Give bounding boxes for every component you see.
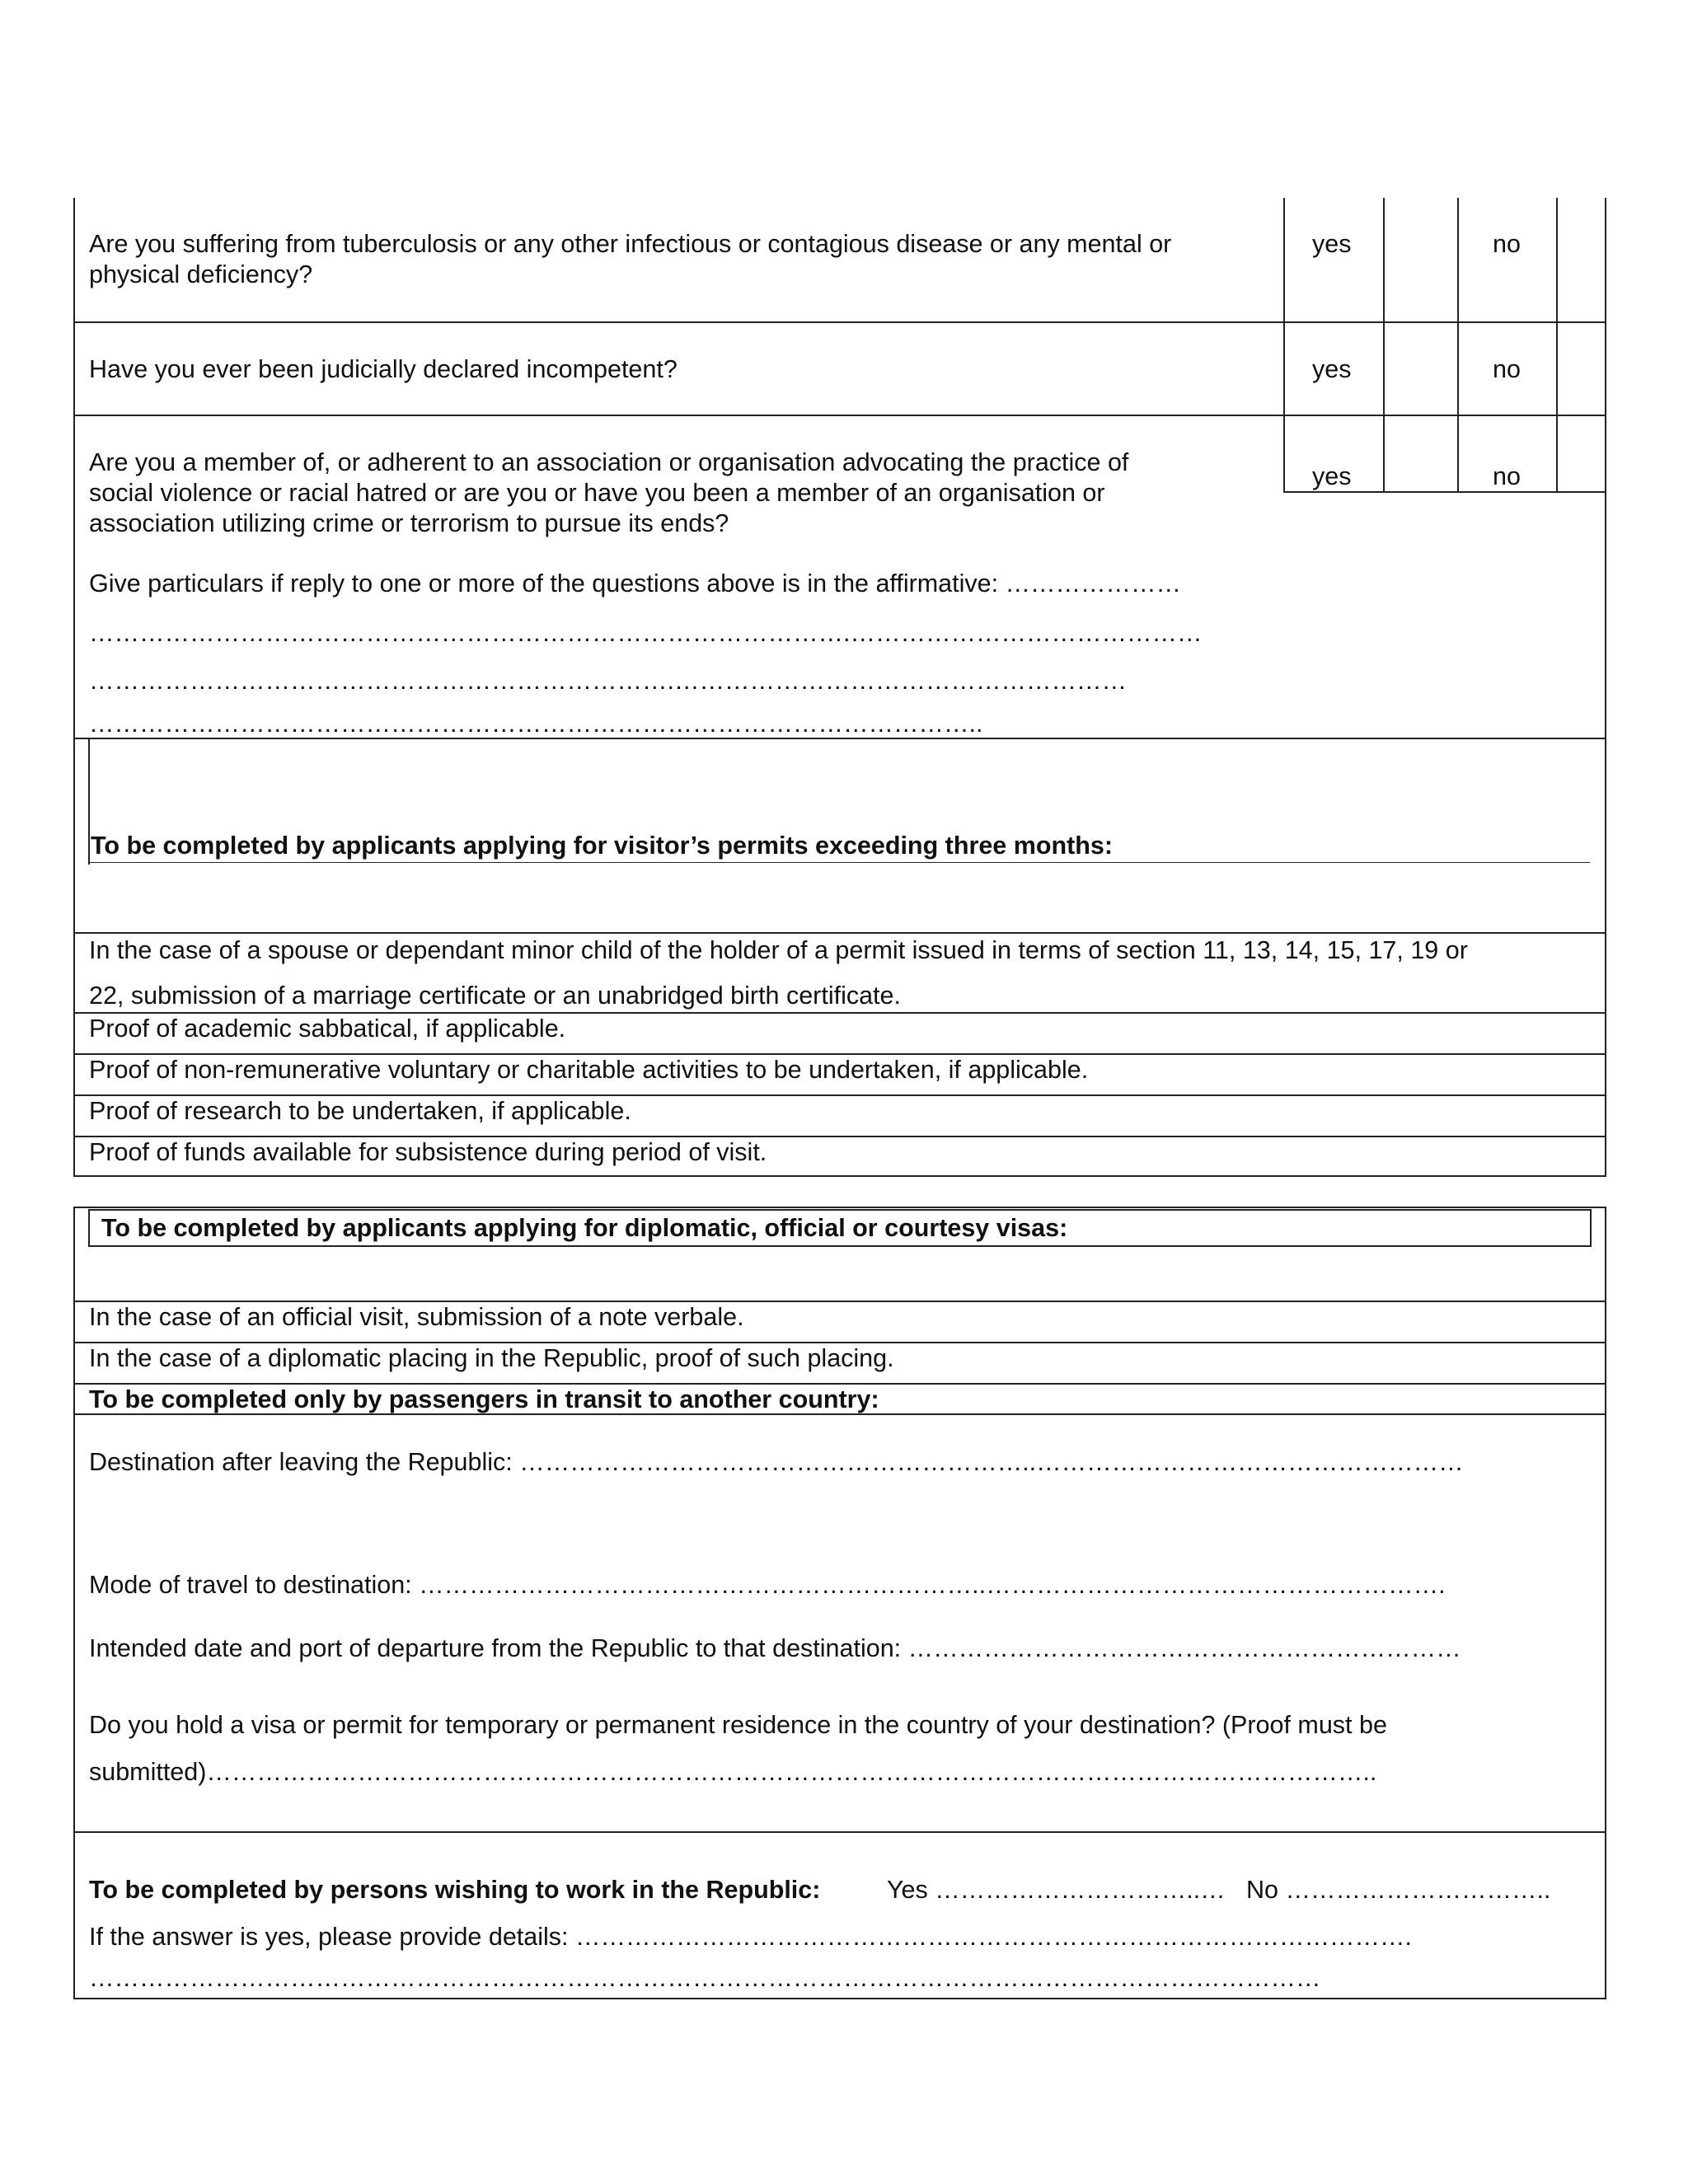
requirement-text: In the case of a diplomatic placing in the Republic, proof of such placing.	[89, 1344, 894, 1372]
requirement-text: Proof of research to be undertaken, if applicable.	[89, 1097, 631, 1125]
no-checkbox[interactable]	[1558, 416, 1604, 490]
question-text: association utilizing crime or terrorism to pursue its ends?	[89, 509, 729, 537]
yes-label: yes	[1312, 355, 1352, 383]
mode-of-travel-field[interactable]: Mode of travel to destination: …………………………………………………………..……………………………………………….	[89, 1571, 1446, 1599]
question-text: Have you ever been judicially declared incompetent?	[89, 355, 678, 383]
no-checkbox[interactable]	[1558, 323, 1604, 414]
work-yes-field[interactable]: Yes …………………………..…	[887, 1876, 1226, 1904]
work-no-field[interactable]: No …………………………..	[1246, 1876, 1551, 1904]
question-text: Are you a member of, or adherent to an association or organisation advocating the practice of	[89, 448, 1129, 476]
visa-field[interactable]: submitted)…………………………………………………………………………………………………………………………..	[89, 1758, 1377, 1786]
requirement-text: 22, submission of a marriage certificate or an unabridged birth certificate.	[89, 982, 901, 1010]
visitor-heading: To be completed by applicants applying for visitor’s permits exceeding three months:	[91, 832, 1114, 860]
yes-checkbox[interactable]	[1385, 199, 1456, 320]
question-text: social violence or racial hatred or are you or have you been a member of an organisation or	[89, 479, 1105, 507]
particulars-line[interactable]: ……………………………………………………………………………….……………………………………	[89, 619, 1203, 647]
work-details-field[interactable]: If the answer is yes, please provide details: ……………………………………………………………………………………….	[89, 1923, 1412, 1951]
work-details-line[interactable]: …………………………………………………………………………………………………………………………………	[89, 1964, 1321, 1992]
yes-label: yes	[1312, 230, 1352, 258]
particulars-label[interactable]: Give particulars if reply to one or more of the questions above is in the affirmative: …………………	[89, 569, 1182, 598]
transit-heading: To be completed only by passengers in transit to another country:	[89, 1385, 879, 1413]
yes-checkbox[interactable]	[1385, 323, 1456, 414]
requirement-text: Proof of academic sabbatical, if applicable.	[89, 1015, 566, 1043]
question-text: physical deficiency?	[89, 260, 313, 288]
requirement-text: In the case of a spouse or dependant minor child of the holder of a permit issued in terms of section 11, 13, 14, 15, 17, 19 or	[89, 936, 1468, 964]
requirement-text: Proof of funds available for subsistence during period of visit.	[89, 1138, 767, 1166]
destination-field[interactable]: Destination after leaving the Republic: ……………………………………………………..……………………………………………	[89, 1448, 1464, 1476]
no-label: no	[1493, 462, 1521, 490]
yes-checkbox[interactable]	[1385, 416, 1456, 490]
no-label: no	[1493, 230, 1521, 258]
requirement-text: Proof of non-remunerative voluntary or charitable activities to be undertaken, if applicable.	[89, 1056, 1089, 1084]
visa-question: Do you hold a visa or permit for temporary or permanent residence in the country of your destination? (Proof must be	[89, 1711, 1387, 1739]
question-text: Are you suffering from tuberculosis or any other infectious or contagious disease or any mental or	[89, 230, 1172, 258]
departure-field[interactable]: Intended date and port of departure from the Republic to that destination: …………………………………………………………	[89, 1634, 1461, 1662]
particulars-line[interactable]: ……………………………………………………………………………………………..	[89, 710, 983, 738]
no-checkbox[interactable]	[1558, 199, 1604, 320]
yes-label: yes	[1312, 462, 1352, 490]
no-label: no	[1493, 355, 1521, 383]
requirement-text: In the case of an official visit, submission of a note verbale.	[89, 1303, 744, 1331]
particulars-line[interactable]: …………………………………………………………….………………………………………………	[89, 667, 1127, 695]
diplomatic-heading: To be completed by applicants applying for diplomatic, official or courtesy visas:	[101, 1214, 1068, 1242]
work-heading: To be completed by persons wishing to work in the Republic:	[89, 1876, 821, 1904]
